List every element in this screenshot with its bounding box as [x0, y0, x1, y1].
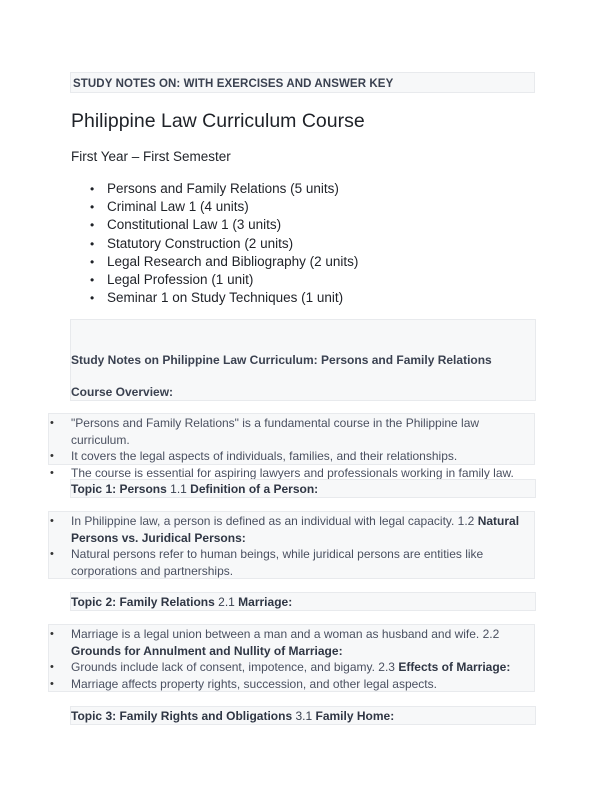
page-subtitle: First Year – First Semester — [71, 149, 231, 164]
bullet-icon: • — [90, 200, 95, 215]
bullet-icon: • — [50, 628, 54, 640]
topic1-list — [50, 513, 535, 579]
overview-heading: Course Overview: — [71, 385, 174, 399]
bullet-icon: • — [90, 182, 95, 196]
list-item: • Seminar 1 on Study Techniques (1 unit) — [90, 289, 358, 307]
list-item: • "Persons and Family Relations" is a fundamental course in the Philippine law curriculum. — [50, 416, 480, 447]
banner-text: STUDY NOTES ON: WITH EXERCISES AND ANSWER KEY — [73, 78, 394, 90]
bullet-icon: • — [90, 218, 95, 233]
list-item: • Legal Research and Bibliography (2 units) — [90, 253, 358, 271]
document-banner — [70, 72, 535, 93]
list-item: • Legal Profession (1 unit) — [90, 271, 358, 289]
notes-heading: Study Notes on Philippine Law Curriculum: Persons and Family Relations — [71, 353, 492, 367]
topic3-heading: Topic 3: Family Rights and Obligations 3.1 Family Home: — [71, 709, 395, 723]
list-item: • Persons and Family Relations (5 units) — [90, 180, 358, 198]
bullet-icon: • — [50, 466, 54, 479]
bullet-icon: • — [50, 515, 54, 527]
list-item: • It covers the legal aspects of individuals, families, and their relationships. — [50, 449, 458, 463]
topic2-heading: Topic 2: Family Relations 2.1 Marriage: — [71, 595, 293, 609]
bullet-icon: • — [90, 272, 95, 287]
bullet-icon: • — [50, 417, 54, 429]
overview-list — [50, 415, 535, 481]
list-item: • Marriage affects property rights, succession, and other legal aspects. — [50, 676, 437, 691]
bullet-icon: • — [90, 291, 95, 306]
bullet-icon: • — [90, 236, 95, 251]
bullet-icon: • — [50, 661, 54, 673]
list-item: • Statutory Construction (2 units) — [90, 235, 358, 253]
list-item: • Grounds include lack of consent, impotence, and bigamy. 2.3 Effects of Marriage: — [50, 660, 511, 674]
list-item: • Natural persons refer to human beings, while juridical persons are entities like corporations and partnerships. — [50, 547, 484, 578]
bullet-icon: • — [90, 254, 95, 269]
list-item: • Constitutional Law 1 (3 units) — [90, 216, 358, 234]
bullet-icon: • — [50, 450, 54, 462]
bullet-icon: • — [50, 677, 54, 690]
topic1-heading: Topic 1: Persons 1.1 Definition of a Person: — [71, 482, 319, 496]
list-item: • In Philippine law, a person is defined as an individual with legal capacity. 1.2 Natural Persons vs. Juridical Persons: — [50, 514, 520, 545]
list-item: • Criminal Law 1 (4 units) — [90, 198, 358, 216]
bullet-icon: • — [50, 548, 54, 560]
course-list — [90, 180, 358, 307]
topic2-list — [50, 626, 535, 692]
page-title: Philippine Law Curriculum Course — [71, 110, 365, 132]
list-item: • Marriage is a legal union between a man and a woman as husband and wife. 2.2 Grounds for Annulment and Nullity of Marriage: — [50, 627, 500, 658]
list-item: • The course is essential for aspiring lawyers and professionals working in family law. — [50, 465, 514, 480]
